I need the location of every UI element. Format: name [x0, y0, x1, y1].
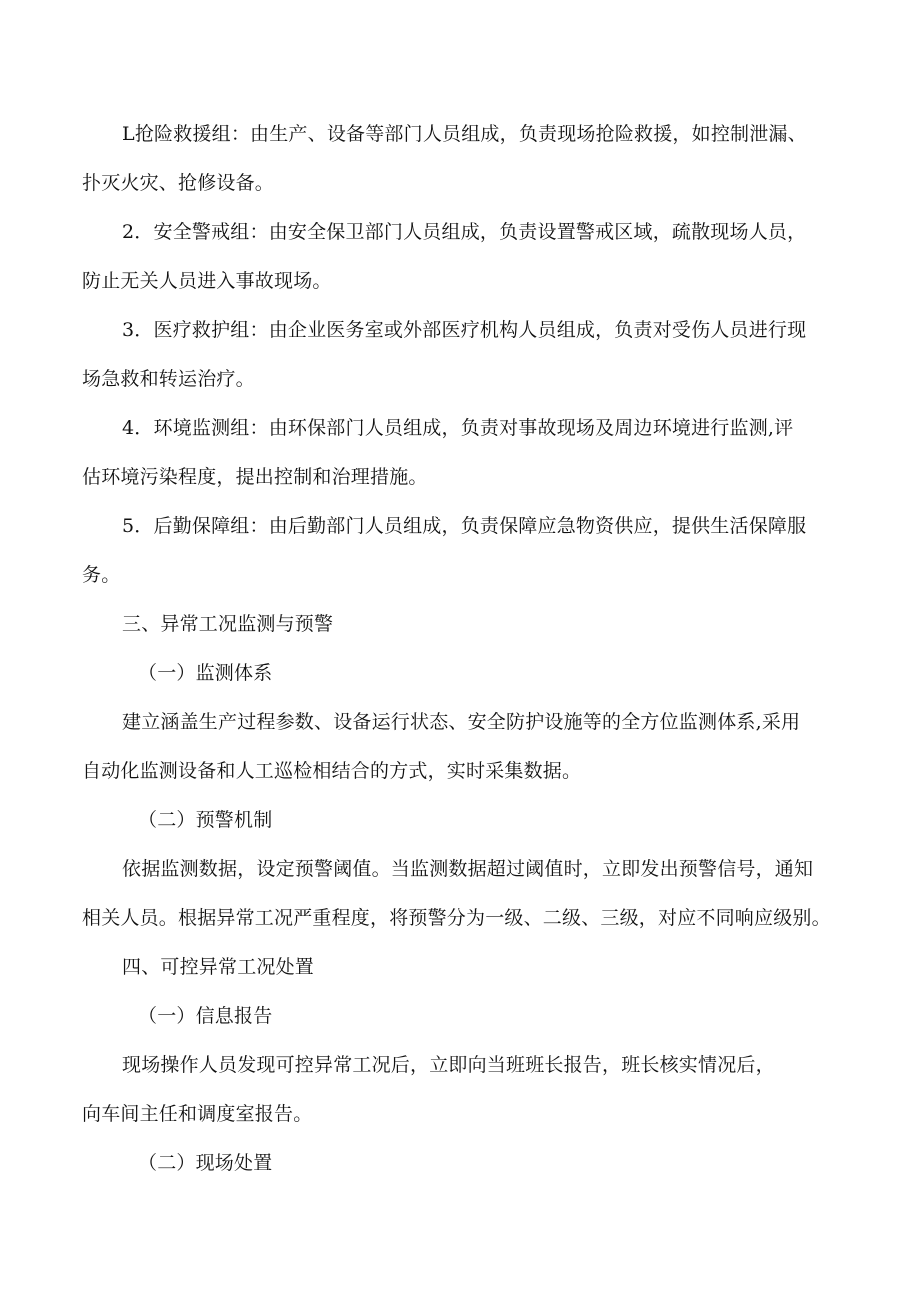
paragraph-environment-team-line-2: 估环境污染程度，提出控制和治理措施。 — [82, 466, 428, 488]
subheading-onsite-disposal: （二）现场处置 — [138, 1152, 273, 1174]
section-heading-monitoring-warning: 三、异常工况监测与预警 — [122, 613, 334, 635]
paragraph-security-team-line-1: 2．安全警戒组：由安全保卫部门人员组成，负责设置警戒区域，疏散现场人员， — [122, 221, 807, 243]
paragraph-report-line-2: 向车间主任和调度室报告。 — [82, 1103, 313, 1125]
paragraph-rescue-team-line-1: L抢险救援组：由生产、设备等部门人员组成，负责现场抢险救援，如控制泄漏、 — [122, 123, 807, 145]
paragraph-logistics-team-line-1: 5．后勤保障组：由后勤部门人员组成，负责保障应急物资供应，提供生活保障服 — [122, 515, 807, 537]
subheading-information-report: （一）信息报告 — [138, 1005, 273, 1027]
paragraph-warning-line-1: 依据监测数据，设定预警阈值。当监测数据超过阈值时，立即发出预警信号，通知 — [122, 858, 814, 880]
paragraph-rescue-team-line-2: 扑灭火灾、抢修设备。 — [82, 172, 275, 194]
subheading-monitoring-system: （一）监测体系 — [138, 662, 273, 684]
section-heading-controllable-disposal: 四、可控异常工况处置 — [122, 956, 315, 978]
paragraph-medical-team-line-1: 3．医疗救护组：由企业医务室或外部医疗机构人员组成，负责对受伤人员进行现 — [122, 319, 807, 341]
paragraph-monitoring-line-2: 自动化监测设备和人工巡检相结合的方式，实时采集数据。 — [82, 760, 582, 782]
paragraph-security-team-line-2: 防止无关人员进入事故现场。 — [82, 270, 332, 292]
paragraph-medical-team-line-2: 场急救和转运治疗。 — [82, 368, 255, 390]
paragraph-monitoring-line-1: 建立涵盖生产过程参数、设备运行状态、安全防护设施等的全方位监测体系,采用 — [122, 711, 801, 733]
paragraph-environment-team-line-1: 4．环境监测组：由环保部门人员组成，负责对事故现场及周边环境进行监测,评 — [122, 417, 794, 439]
paragraph-logistics-team-line-2: 务。 — [82, 564, 121, 586]
subheading-warning-mechanism: （二）预警机制 — [138, 809, 273, 831]
paragraph-warning-line-2: 相关人员。根据异常工况严重程度，将预警分为一级、二级、三级，对应不同响应级别。 — [82, 907, 831, 929]
paragraph-report-line-1: 现场操作人员发现可控异常工况后，立即向当班班长报告，班长核实情况后， — [122, 1054, 775, 1076]
